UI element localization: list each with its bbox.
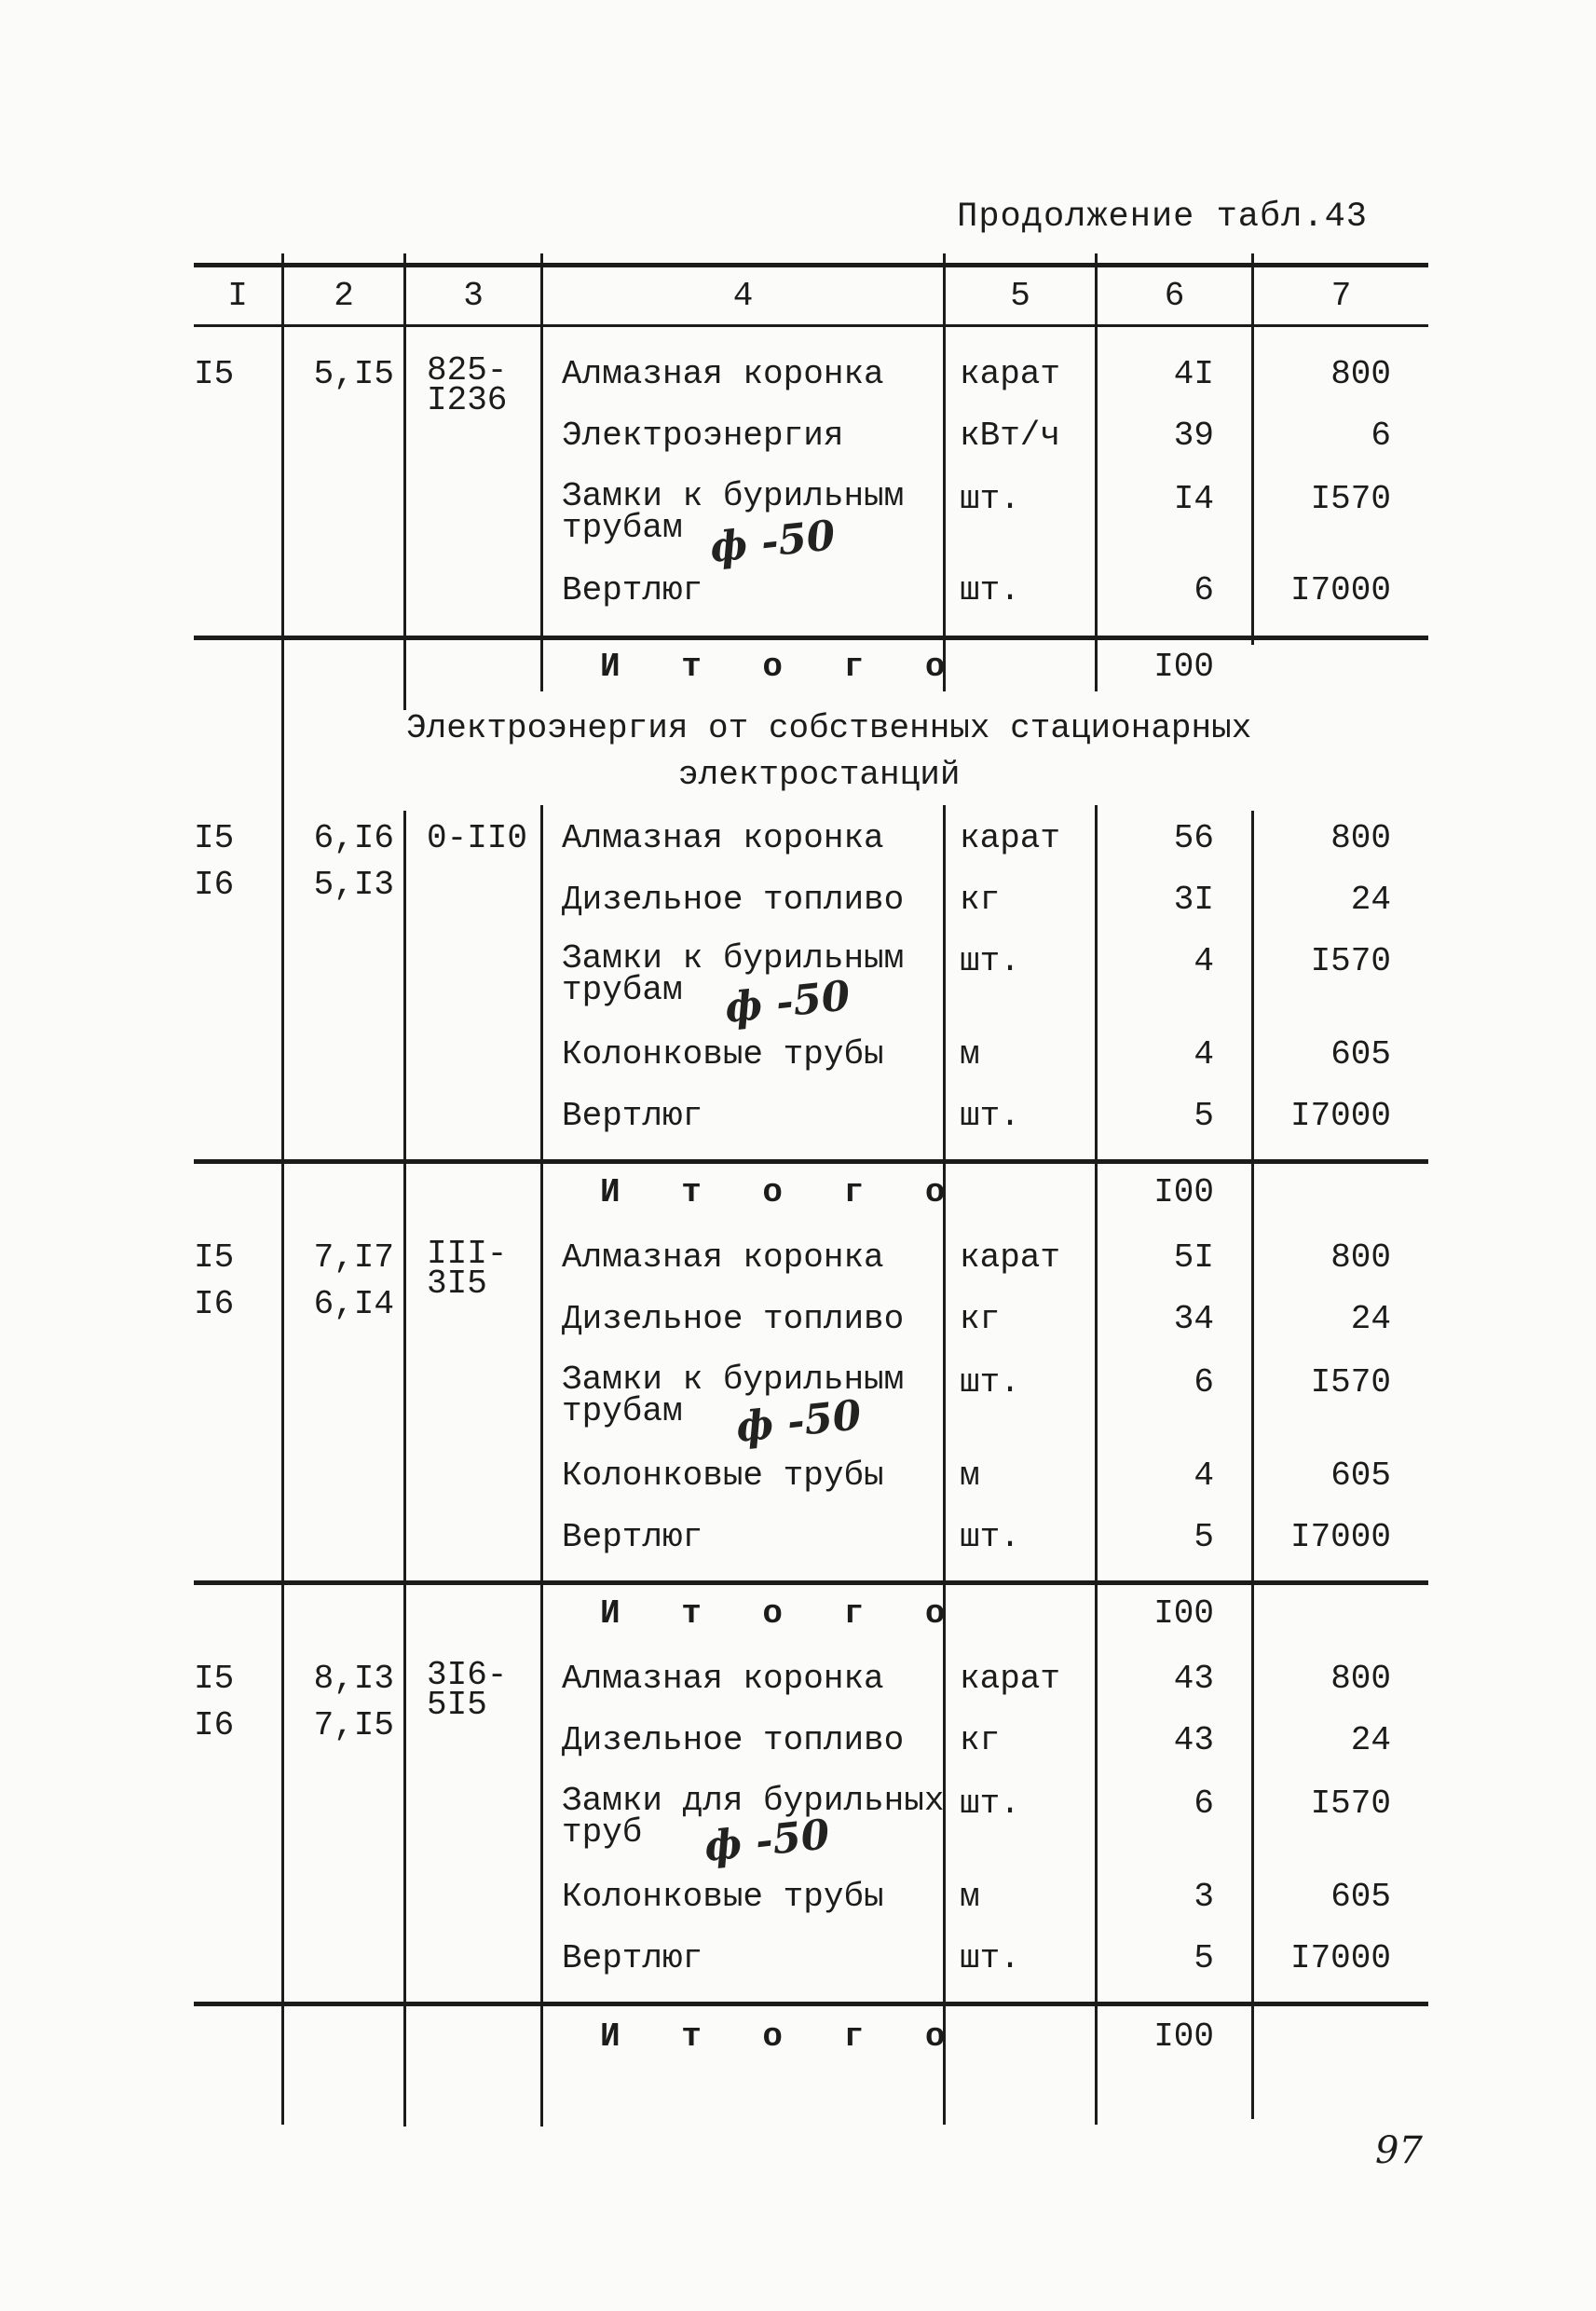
item-price: 24 bbox=[1350, 1300, 1391, 1338]
item-unit: м bbox=[960, 1035, 980, 1073]
item-share: 34 bbox=[1173, 1300, 1214, 1338]
item-price: I570 bbox=[1310, 1785, 1391, 1823]
total-value: I00 bbox=[1153, 1173, 1214, 1211]
item-price: 800 bbox=[1330, 1238, 1391, 1277]
item-unit: шт. bbox=[960, 1518, 1020, 1556]
item-price: 800 bbox=[1330, 1660, 1391, 1698]
item-price: 800 bbox=[1330, 355, 1391, 393]
item-price: I7000 bbox=[1289, 571, 1391, 609]
block-divider bbox=[194, 1159, 1428, 1164]
item-name: Электроэнергия bbox=[562, 417, 844, 455]
item-name: Вертлюг bbox=[562, 1518, 703, 1556]
total-value: I00 bbox=[1153, 648, 1214, 686]
item-name: Замки к бурильным bbox=[562, 939, 905, 978]
item-price: I7000 bbox=[1289, 1939, 1391, 1977]
item-unit: карат bbox=[960, 1660, 1061, 1698]
section-title: электростанций bbox=[678, 756, 961, 794]
item-share: 43 bbox=[1173, 1660, 1214, 1698]
column-rule bbox=[1095, 253, 1098, 691]
item-share: I4 bbox=[1173, 480, 1214, 518]
cell-col1: I5 bbox=[194, 355, 235, 393]
item-unit: карат bbox=[960, 355, 1061, 393]
item-name: Алмазная коронка bbox=[562, 1238, 884, 1277]
cell-col3: 3I6- bbox=[427, 1656, 508, 1694]
cell-col2: 5,I5 bbox=[313, 355, 394, 393]
item-name: Дизельное топливо bbox=[562, 1300, 905, 1338]
table-top-rule bbox=[194, 263, 1428, 267]
block-divider bbox=[194, 636, 1428, 640]
cell-col3: I236 bbox=[427, 381, 508, 419]
item-name: Дизельное топливо bbox=[562, 881, 905, 919]
item-name: Колонковые трубы bbox=[562, 1878, 884, 1916]
item-price: I7000 bbox=[1289, 1518, 1391, 1556]
item-unit: карат bbox=[960, 819, 1061, 857]
header-cell: 7 bbox=[1330, 277, 1352, 315]
header-cell: 5 bbox=[1010, 277, 1030, 315]
cell-col2: 7,I7 bbox=[313, 1238, 394, 1277]
item-unit: шт. bbox=[960, 942, 1020, 980]
item-name-continued: трубам bbox=[562, 509, 683, 547]
item-unit: шт. bbox=[960, 1363, 1020, 1402]
item-name: Замки к бурильным bbox=[562, 477, 905, 515]
item-price: I570 bbox=[1310, 942, 1391, 980]
total-label: И т о г о bbox=[600, 648, 966, 686]
handwritten-note: ф -50 bbox=[733, 1391, 864, 1452]
item-share: 5 bbox=[1194, 1518, 1214, 1556]
item-name: Замки для бурильных bbox=[562, 1782, 945, 1820]
cell-col1: I5 bbox=[194, 1660, 235, 1698]
total-value: I00 bbox=[1153, 1594, 1214, 1633]
item-unit: шт. bbox=[960, 480, 1020, 518]
item-price: I570 bbox=[1310, 480, 1391, 518]
item-share: 6 bbox=[1194, 571, 1214, 609]
total-value: I00 bbox=[1153, 2017, 1214, 2056]
column-rule bbox=[943, 805, 946, 2125]
item-unit: карат bbox=[960, 1238, 1061, 1277]
item-unit: шт. bbox=[960, 1785, 1020, 1823]
item-price: 6 bbox=[1371, 417, 1391, 455]
item-share: 43 bbox=[1173, 1721, 1214, 1759]
cell-col3: III- bbox=[427, 1235, 508, 1273]
section-title: Электроэнергия от собственных стационарных bbox=[406, 709, 1252, 747]
item-share: 56 bbox=[1173, 819, 1214, 857]
item-share: 4 bbox=[1194, 1456, 1214, 1495]
item-price: I570 bbox=[1310, 1363, 1391, 1402]
item-share: 4I bbox=[1173, 355, 1214, 393]
cell-col1: I6 bbox=[194, 1285, 235, 1323]
column-rule bbox=[540, 253, 543, 691]
item-unit: кВт/ч bbox=[960, 417, 1061, 455]
item-name-continued: трубам bbox=[562, 1392, 683, 1430]
column-rule bbox=[943, 253, 946, 691]
page-number: 97 bbox=[1375, 2129, 1423, 2172]
header-bottom-rule bbox=[194, 324, 1428, 327]
cell-col1: I5 bbox=[194, 819, 235, 857]
block-divider bbox=[194, 2002, 1428, 2006]
cell-col2: 7,I5 bbox=[313, 1706, 394, 1744]
item-share: 5 bbox=[1194, 1097, 1214, 1135]
item-unit: м bbox=[960, 1456, 980, 1495]
header-cell: 4 bbox=[732, 277, 754, 315]
cell-col1: I5 bbox=[194, 1238, 235, 1277]
handwritten-note: ф -50 bbox=[707, 512, 838, 572]
column-rule bbox=[281, 253, 284, 2125]
total-label: И т о г о bbox=[600, 2017, 966, 2056]
item-name-continued: трубам bbox=[562, 971, 683, 1009]
cell-col2: 5,I3 bbox=[313, 866, 394, 904]
total-label: И т о г о bbox=[600, 1173, 966, 1211]
item-share: 6 bbox=[1194, 1363, 1214, 1402]
item-name: Колонковые трубы bbox=[562, 1035, 884, 1073]
item-price: 800 bbox=[1330, 819, 1391, 857]
item-share: 5I bbox=[1173, 1238, 1214, 1277]
cell-col3: 3I5 bbox=[427, 1265, 487, 1303]
item-price: 24 bbox=[1350, 881, 1391, 919]
cell-col3: 0-II0 bbox=[427, 819, 528, 857]
cell-col2: 8,I3 bbox=[313, 1660, 394, 1698]
total-label: И т о г о bbox=[600, 1594, 966, 1633]
item-share: 4 bbox=[1194, 942, 1214, 980]
item-name: Колонковые трубы bbox=[562, 1456, 884, 1495]
item-price: 605 bbox=[1330, 1035, 1391, 1073]
item-price: 24 bbox=[1350, 1721, 1391, 1759]
header-cell: 6 bbox=[1164, 277, 1185, 315]
handwritten-note: ф -50 bbox=[702, 1811, 832, 1871]
column-rule bbox=[540, 805, 543, 2126]
item-share: 6 bbox=[1194, 1785, 1214, 1823]
item-name: Замки к бурильным bbox=[562, 1361, 905, 1399]
block-divider bbox=[194, 1580, 1428, 1585]
item-unit: кг bbox=[960, 881, 1001, 919]
item-share: 3I bbox=[1173, 881, 1214, 919]
cell-col2: 6,I4 bbox=[313, 1285, 394, 1323]
item-name: Вертлюг bbox=[562, 571, 703, 609]
item-name: Алмазная коронка bbox=[562, 355, 884, 393]
item-unit: шт. bbox=[960, 571, 1020, 609]
item-price: 605 bbox=[1330, 1456, 1391, 1495]
item-price: 605 bbox=[1330, 1878, 1391, 1916]
item-name: Вертлюг bbox=[562, 1097, 703, 1135]
cell-col3: 5I5 bbox=[427, 1686, 487, 1724]
header-cell: 2 bbox=[334, 277, 354, 315]
item-name-continued: труб bbox=[562, 1813, 643, 1852]
item-unit: кг bbox=[960, 1721, 1001, 1759]
item-share: 39 bbox=[1173, 417, 1214, 455]
item-name: Алмазная коронка bbox=[562, 1660, 884, 1698]
item-price: I7000 bbox=[1289, 1097, 1391, 1135]
item-name: Вертлюг bbox=[562, 1939, 703, 1977]
column-rule bbox=[403, 811, 406, 2126]
header-cell: 3 bbox=[463, 277, 484, 315]
cell-col1: I6 bbox=[194, 866, 235, 904]
cell-col1: I6 bbox=[194, 1706, 235, 1744]
item-share: 4 bbox=[1194, 1035, 1214, 1073]
item-share: 5 bbox=[1194, 1939, 1214, 1977]
item-name: Алмазная коронка bbox=[562, 819, 884, 857]
item-unit: шт. bbox=[960, 1939, 1020, 1977]
header-cell: I bbox=[227, 277, 248, 315]
item-unit: кг bbox=[960, 1300, 1001, 1338]
column-rule bbox=[403, 253, 406, 710]
table-caption: Продолжение табл.43 bbox=[957, 198, 1368, 237]
item-unit: м bbox=[960, 1878, 980, 1916]
cell-col3: 825- bbox=[427, 351, 508, 390]
item-share: 3 bbox=[1194, 1878, 1214, 1916]
item-unit: шт. bbox=[960, 1097, 1020, 1135]
cell-col2: 6,I6 bbox=[313, 819, 394, 857]
handwritten-note: ф -50 bbox=[722, 972, 853, 1032]
item-name: Дизельное топливо bbox=[562, 1721, 905, 1759]
